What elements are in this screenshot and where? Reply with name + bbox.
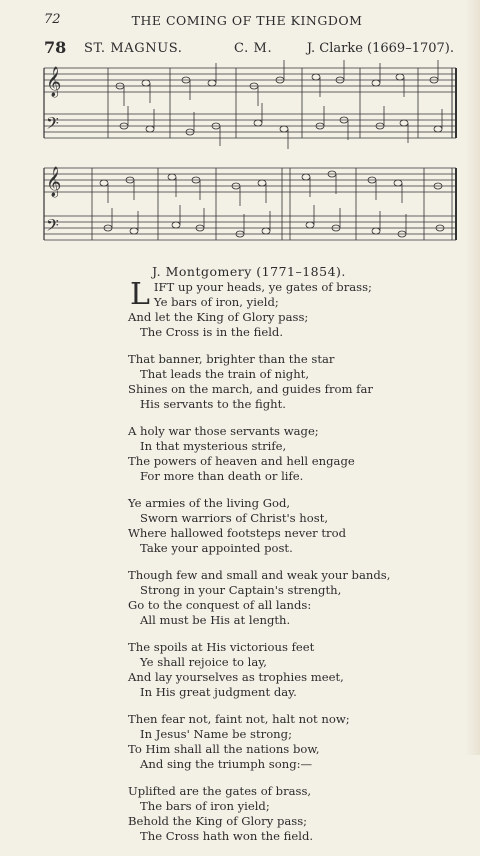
stanza-line: Ye bars of iron, yield; xyxy=(153,295,279,309)
bass-clef-icon-2: 𝄢 xyxy=(46,215,59,239)
treble-clef-icon-2: 𝄞 xyxy=(46,167,62,197)
stanza-line: Shines on the march, and guides from far xyxy=(128,382,373,396)
treble-staff-1 xyxy=(44,68,456,92)
stanza-line: That banner, brighter than the star xyxy=(128,352,335,366)
stanza-line: Though few and small and weak your bands, xyxy=(128,568,391,582)
stanza-line: For more than death or life. xyxy=(140,469,304,483)
stanza-line: Go to the conquest of all lands: xyxy=(128,598,312,612)
stanza-6 xyxy=(128,640,388,700)
hymn-text xyxy=(128,277,391,856)
music-score xyxy=(40,60,460,260)
stanza-line: In His great judgment day. xyxy=(140,685,297,699)
stanza-5 xyxy=(128,568,391,628)
stanza-line: In that mysterious strife, xyxy=(140,439,287,453)
stanza-line: Uplifted are the gates of brass, xyxy=(128,784,312,798)
stanza-line: Where hallowed footsteps never trod xyxy=(128,526,347,540)
page-number: 72 xyxy=(44,12,61,27)
page-edge-shadow xyxy=(466,0,480,755)
bass-clef-icon: 𝄢 xyxy=(46,113,59,137)
system-1 xyxy=(44,68,456,138)
stanza-line: And lay yourselves as trophies meet, xyxy=(128,670,344,684)
bass-staff-1 xyxy=(44,114,456,138)
stanza-line: The spoils at His victorious feet xyxy=(128,640,315,654)
stanza-line: Sworn warriors of Christ's host, xyxy=(140,511,329,525)
tune-name: ST. MAGNUS. xyxy=(84,41,183,56)
meter: C. M. xyxy=(234,41,273,56)
stanza-line: The Cross hath won the field. xyxy=(140,829,314,843)
composer: J. Clarke (1669–1707). xyxy=(306,41,454,56)
stanza-line: Ye armies of the living God, xyxy=(128,496,291,510)
stanza-line: In Jesus' Name be strong; xyxy=(140,727,292,741)
stanza-line: Ye shall rejoice to lay, xyxy=(140,655,267,669)
tune-heading xyxy=(44,38,454,60)
stanza-line: The bars of iron yield; xyxy=(140,799,270,813)
stanza-1 xyxy=(128,277,388,340)
hymn-author: J. Montgomery (1771–1854). xyxy=(152,264,346,279)
stanza-line: His servants to the fight. xyxy=(140,397,286,411)
stanza-line: And sing the triumph song:— xyxy=(140,757,313,771)
hymn-number: 78 xyxy=(44,38,67,57)
page-header xyxy=(44,12,450,32)
notes-system-2 xyxy=(100,171,444,237)
stanza-line: Behold the King of Glory pass; xyxy=(128,814,308,828)
stanza-2 xyxy=(128,352,388,412)
stanza-line: The powers of heaven and hell engage xyxy=(128,454,355,468)
stanza-line: IFT up your heads, ye gates of brass; xyxy=(153,280,372,294)
stanza-line: A holy war those servants wage; xyxy=(128,424,319,438)
stanza-4 xyxy=(128,496,388,556)
stanza-7 xyxy=(128,712,388,772)
treble-clef-icon: 𝄞 xyxy=(46,67,62,97)
stanza-line: All must be His at length. xyxy=(140,613,291,627)
stanza-line: And let the King of Glory pass; xyxy=(128,310,309,324)
stanza-line: Take your appointed post. xyxy=(140,541,293,555)
stanza-line: Then fear not, faint not, halt not now; xyxy=(128,712,350,726)
stanza-line: Strong in your Captain's strength, xyxy=(140,583,342,597)
stanza-3 xyxy=(128,424,388,484)
drop-cap: L xyxy=(130,277,150,312)
stanza-line: To Him shall all the nations bow, xyxy=(128,742,320,756)
stanza-8 xyxy=(128,784,388,844)
bass-staff-2 xyxy=(44,216,456,240)
running-title: THE COMING OF THE KINGDOM xyxy=(131,13,363,28)
notes-system-1 xyxy=(116,60,442,149)
stanza-line: The Cross is in the field. xyxy=(140,325,284,339)
stanza-line: That leads the train of night, xyxy=(140,367,310,381)
system-2 xyxy=(44,168,456,240)
